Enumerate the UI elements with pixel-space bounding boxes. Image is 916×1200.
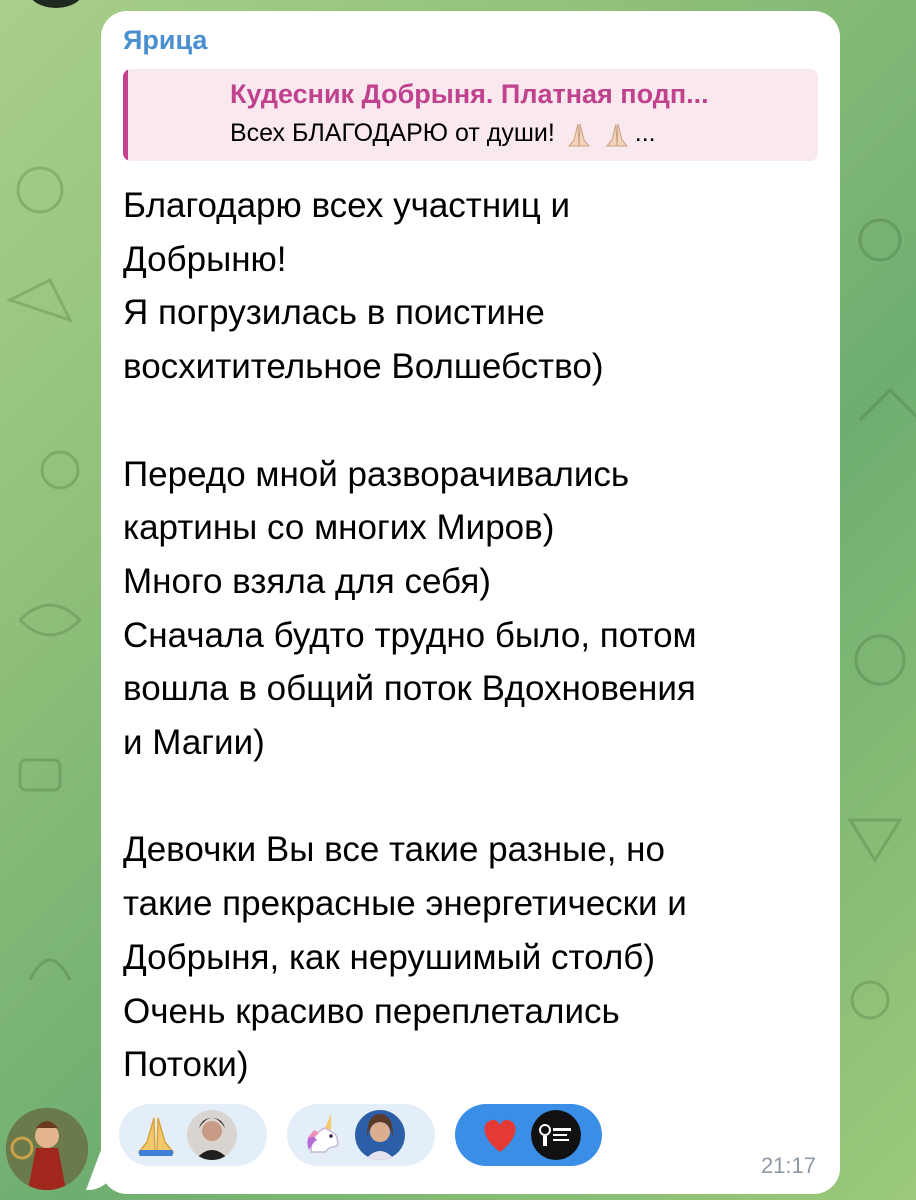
message-line: Потоки) (123, 1045, 249, 1085)
message-line: Девочки Вы все такие разные, но (123, 830, 665, 870)
heart-icon (477, 1112, 523, 1158)
message-line: вошла в общий поток Вдохновения (123, 669, 696, 709)
reaction-pray[interactable] (119, 1104, 267, 1166)
message-line: Передо мной разворачивались (123, 454, 630, 494)
unicorn-icon (301, 1112, 347, 1158)
reply-ellipsis: ... (634, 119, 656, 147)
reaction-user-avatar (187, 1110, 237, 1160)
reply-title: Кудесник Добрыня. Платная подп... (230, 79, 709, 109)
reaction-user-avatar (355, 1110, 405, 1160)
message-line: Очень красиво переплетались (123, 991, 620, 1031)
sender-name[interactable]: Ярица (123, 25, 208, 55)
message-line: и Магии) (123, 723, 265, 763)
reply-text-label: Всех БЛАГОДАРЮ от души! (230, 119, 555, 147)
message-line: Я погрузилась в поистине (123, 293, 545, 333)
reply-quote[interactable] (123, 69, 818, 161)
reaction-unicorn[interactable] (287, 1104, 435, 1166)
paragraph-gap (123, 770, 823, 824)
reply-text (230, 119, 656, 148)
reaction-user-avatar (531, 1110, 581, 1160)
pray-icon (133, 1112, 179, 1158)
reaction-heart[interactable] (455, 1104, 602, 1166)
message-line: Много взяла для себя) (123, 561, 491, 601)
pray-icon (565, 120, 593, 148)
message-line: картины со многих Миров) (123, 508, 555, 548)
message-line: восхитительное Волшебство) (123, 347, 604, 387)
message-time: 21:17 (760, 1153, 816, 1178)
message-bubble[interactable] (101, 11, 840, 1194)
reply-accent-bar (123, 69, 128, 161)
message-line: Благодарю всех участниц и (123, 186, 571, 225)
sender-avatar[interactable] (6, 1108, 88, 1190)
message-line: такие прекрасные энергетически и (123, 884, 687, 924)
message-line: Сначала будто трудно было, потом (123, 615, 697, 655)
reactions-row (119, 1104, 602, 1166)
message-line: Добрыню! (123, 239, 287, 279)
paragraph-gap (123, 394, 823, 448)
pray-icon (603, 120, 631, 148)
message-text (123, 179, 823, 1092)
message-line: Добрыня, как нерушимый столб) (123, 937, 655, 977)
